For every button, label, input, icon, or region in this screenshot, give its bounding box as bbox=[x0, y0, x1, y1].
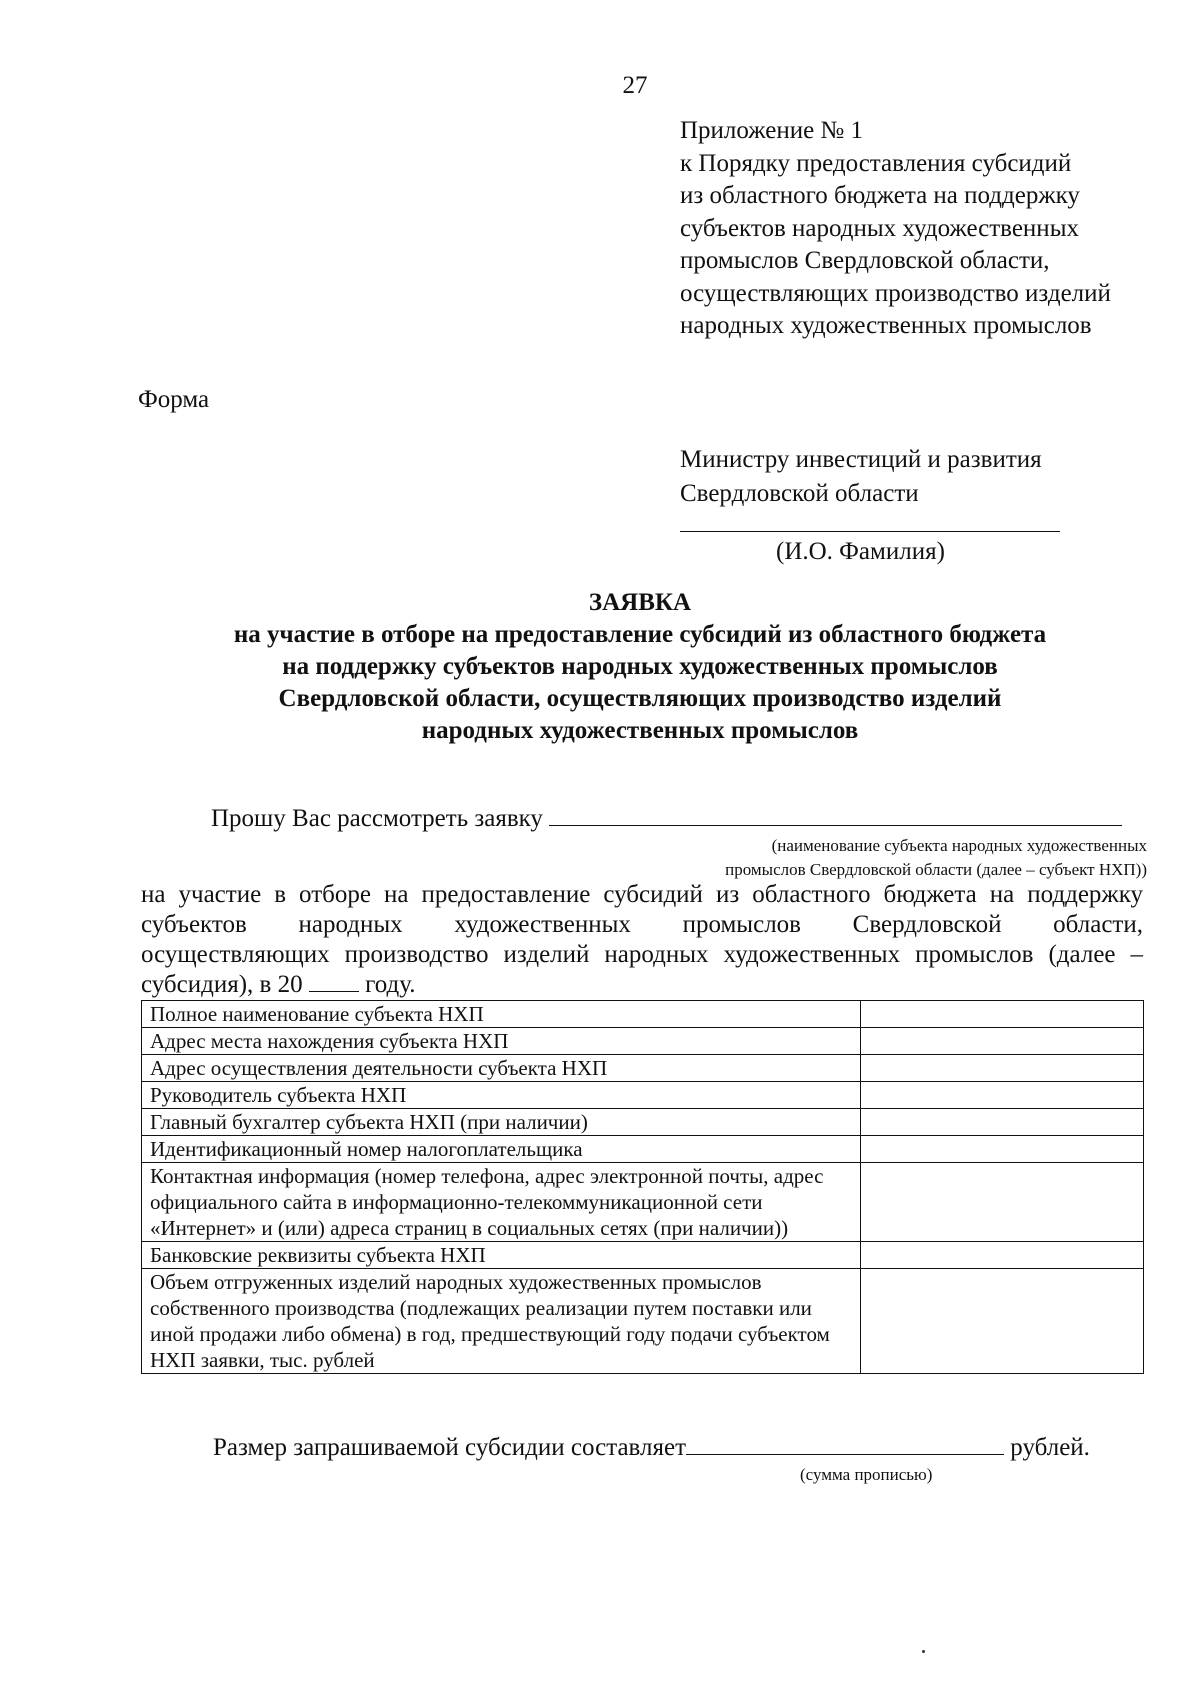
row-value-field[interactable] bbox=[860, 1269, 1143, 1374]
title-heading: ЗАЯВКА bbox=[588, 589, 692, 616]
caption-line: (наименование субъекта народных художественных bbox=[771, 836, 1147, 855]
row-label: Руководитель субъекта НХП bbox=[142, 1082, 861, 1109]
addressee-line: Свердловской области bbox=[680, 480, 919, 507]
table-row bbox=[142, 1001, 1144, 1028]
appendix-line: к Порядку предоставления субсидий bbox=[680, 149, 1072, 177]
row-label: Главный бухгалтер субъекта НХП (при наличии) bbox=[142, 1109, 861, 1136]
row-label: Адрес места нахождения субъекта НХП bbox=[142, 1028, 861, 1055]
body-line bbox=[141, 970, 1143, 1000]
row-value-field[interactable] bbox=[860, 1109, 1143, 1136]
applicant-info-table bbox=[141, 1000, 1144, 1374]
table-row bbox=[142, 1028, 1144, 1055]
table-row bbox=[142, 1136, 1144, 1163]
table-row bbox=[142, 1242, 1144, 1269]
row-label: Контактная информация (номер телефона, адрес электронной почты, адрес официального сайта в информационно-телекоммуникационной сети «Интернет» и (или) адреса страниц в социальных сетях (при наличии)) bbox=[142, 1163, 861, 1242]
row-value-field[interactable] bbox=[860, 1001, 1143, 1028]
amount-unit: рублей. bbox=[1010, 1434, 1090, 1461]
amount-field[interactable] bbox=[686, 1432, 1004, 1455]
row-value-field[interactable] bbox=[860, 1242, 1143, 1269]
entity-name-field[interactable] bbox=[549, 803, 1122, 826]
title-line: на поддержку субъектов народных художественных промыслов bbox=[282, 653, 998, 680]
title-line: Свердловской области, осуществляющих производство изделий bbox=[278, 685, 1002, 712]
appendix-reference bbox=[680, 115, 1180, 343]
row-label: Объем отгруженных изделий народных художественных промыслов собственного производства (подлежащих реализации путем поставки или иной продажи либо обмена) в год, предшествующий году подачи субъектом НХП заявки, тыс. рублей bbox=[142, 1269, 861, 1374]
request-line bbox=[211, 803, 1122, 833]
table-row bbox=[142, 1269, 1144, 1374]
appendix-line: Приложение № 1 bbox=[680, 117, 864, 144]
appendix-line: осуществляющих производство изделий bbox=[680, 279, 1111, 307]
addressee bbox=[680, 443, 1042, 511]
amount-caption: (сумма прописью) bbox=[800, 1465, 933, 1484]
appendix-line: из областного бюджета на поддержку bbox=[680, 182, 1080, 209]
row-label: Адрес осуществления деятельности субъекта НХП bbox=[142, 1055, 861, 1082]
table-row bbox=[142, 1163, 1144, 1242]
subsidy-amount-line bbox=[213, 1432, 1090, 1462]
year-suffix: году. bbox=[365, 971, 416, 998]
row-value-field[interactable] bbox=[860, 1082, 1143, 1109]
caption-line: промыслов Свердловской области (далее – субъект НХП)) bbox=[725, 860, 1147, 879]
table-row bbox=[142, 1055, 1144, 1082]
year-field[interactable] bbox=[309, 971, 359, 992]
title-line: народных художественных промыслов bbox=[421, 717, 859, 744]
scan-speck bbox=[922, 1650, 925, 1653]
document-title bbox=[130, 587, 1150, 747]
year-prefix: субсидия), в 20 bbox=[141, 971, 303, 998]
signature-line[interactable] bbox=[680, 531, 1060, 532]
form-label: Форма bbox=[138, 386, 210, 413]
entity-name-caption bbox=[612, 834, 1147, 882]
row-value-field[interactable] bbox=[860, 1055, 1143, 1082]
addressee-line: Министру инвестиций и развития bbox=[680, 446, 1042, 473]
appendix-line: народных художественных промыслов bbox=[680, 312, 1092, 339]
title-line: на участие в отборе на предоставление субсидий из областного бюджета bbox=[233, 621, 1047, 648]
row-value-field[interactable] bbox=[860, 1028, 1143, 1055]
table-row bbox=[142, 1082, 1144, 1109]
row-label: Банковские реквизиты субъекта НХП bbox=[142, 1242, 861, 1269]
request-text: Прошу Вас рассмотреть заявку bbox=[211, 805, 543, 832]
signature-caption: (И.О. Фамилия) bbox=[776, 538, 945, 565]
body-paragraph bbox=[141, 880, 1143, 1000]
page-number: 27 bbox=[622, 72, 648, 99]
row-label: Идентификационный номер налогоплательщика bbox=[142, 1136, 861, 1163]
row-value-field[interactable] bbox=[860, 1136, 1143, 1163]
row-value-field[interactable] bbox=[860, 1163, 1143, 1242]
appendix-line: промыслов Свердловской области, bbox=[680, 247, 1050, 274]
amount-text: Размер запрашиваемой субсидии составляет bbox=[213, 1434, 687, 1461]
table-row bbox=[142, 1109, 1144, 1136]
row-label: Полное наименование субъекта НХП bbox=[142, 1001, 861, 1028]
body-line: осуществляющих производство изделий народных художественных промыслов (далее – bbox=[141, 941, 1143, 968]
body-line: субъектов народных художественных промыслов Свердловской области, bbox=[141, 911, 1143, 938]
body-line: на участие в отборе на предоставление субсидий из областного бюджета на поддержку bbox=[141, 881, 1143, 908]
appendix-line: субъектов народных художественных bbox=[680, 214, 1079, 242]
